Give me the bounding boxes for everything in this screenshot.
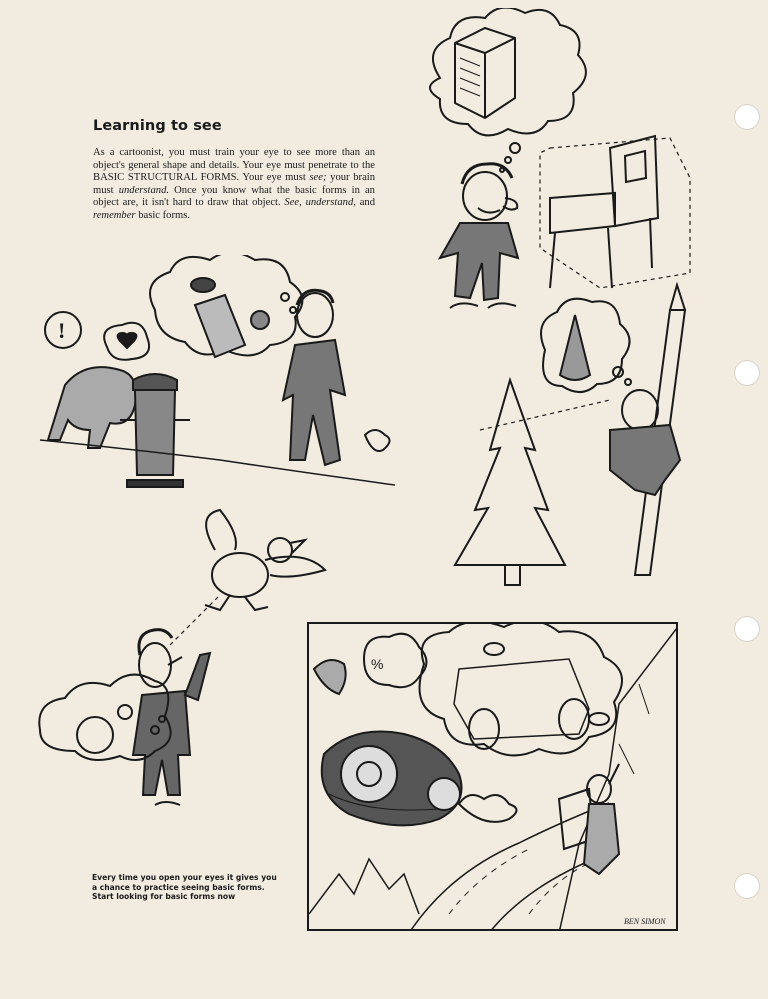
- hydrant-illustration: [35, 255, 395, 505]
- caption-line: Start looking for basic forms now: [92, 892, 236, 902]
- car-panel-frame: [307, 622, 678, 931]
- pencil-tree-illustration: [440, 280, 700, 600]
- caption-line: a chance to practice seeing basic forms.: [92, 882, 265, 892]
- intro-paragraph: As a cartoonist, you must train your eye to see more than an object's general shape and details. Your eye must penetrate to the BASIC STRUCTURAL FORMS. Your eye must see; your brain must understand. Once you know what the basic forms in an object are, it isn't hard to draw that object. See, understand, and remember basic forms.: [93, 147, 376, 221]
- box-chair-illustration: [400, 8, 700, 318]
- exclamation-mark: !: [58, 318, 66, 343]
- artist-signature: BEN SIMON: [624, 917, 666, 926]
- binder-hole: [734, 873, 760, 899]
- svg-text:%: %: [371, 656, 384, 672]
- binder-hole: [734, 104, 760, 130]
- binder-hole: [734, 360, 760, 386]
- caption-line: Every time you open your eyes it gives you: [92, 873, 277, 882]
- bird-sphere-illustration: [30, 505, 330, 815]
- page-title: Learning to see: [93, 118, 222, 134]
- caption: [92, 873, 297, 902]
- binder-hole: [734, 616, 760, 642]
- car-panel-illustration: [309, 624, 678, 931]
